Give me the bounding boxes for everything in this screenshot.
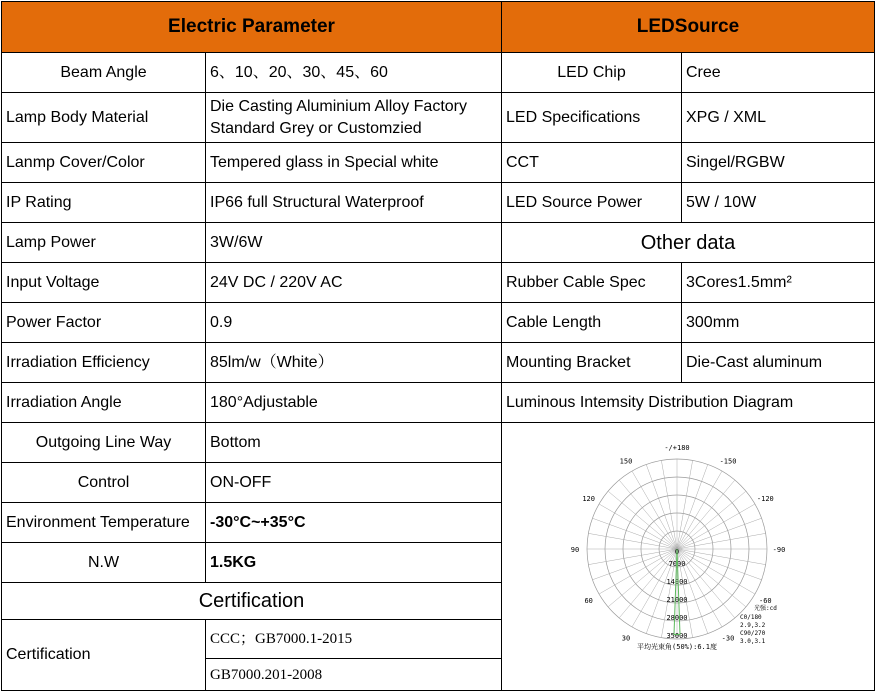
angle-label: 30 xyxy=(621,634,631,643)
param-value: 6、10、20、30、45、60 xyxy=(206,53,502,93)
param-value: 24V DC / 220V AC xyxy=(206,263,502,303)
led-value: XPG / XML xyxy=(682,93,875,143)
led-value: Singel/RGBW xyxy=(682,143,875,183)
certification-value: CCC；GB7000.1-2015 xyxy=(206,620,502,659)
led-label: LED Chip xyxy=(502,53,682,93)
angle-label: -/+180 xyxy=(664,444,690,452)
luminous-distribution-diagram xyxy=(502,423,875,691)
param-label: N.W xyxy=(2,543,206,583)
param-value: 3W/6W xyxy=(206,223,502,263)
param-label: Input Voltage xyxy=(2,263,206,303)
angle-label: -30 xyxy=(721,634,735,643)
ring-value: 35000 xyxy=(666,632,688,640)
ring-value: 7000 xyxy=(668,560,686,568)
param-label: Irradiation Angle xyxy=(2,383,206,423)
param-label: Lanmp Cover/Color xyxy=(2,143,206,183)
led-label: LED Source Power xyxy=(502,183,682,223)
param-label: Environment Temperature xyxy=(2,503,206,543)
angle-label: 90 xyxy=(570,546,580,554)
param-value: Tempered glass in Special white xyxy=(206,143,502,183)
unit-label: 光强:cd xyxy=(754,605,777,612)
param-value: Die Casting Aluminium Alloy Factory Standard Grey or Customzied xyxy=(206,93,502,143)
polar-diagram xyxy=(502,423,874,683)
other-value: Die-Cast aluminum xyxy=(682,343,875,383)
other-label: Rubber Cable Spec xyxy=(502,263,682,303)
param-label: Outgoing Line Way xyxy=(2,423,206,463)
param-label: Control xyxy=(2,463,206,503)
param-label: IP Rating xyxy=(2,183,206,223)
spec-table xyxy=(1,1,875,691)
legend-entry: C90/270 xyxy=(740,630,766,637)
param-value: Bottom xyxy=(206,423,502,463)
ring-value: 21000 xyxy=(666,596,688,604)
angle-label: 0 xyxy=(674,548,680,556)
param-label: Lamp Power xyxy=(2,223,206,263)
angle-label: -120 xyxy=(756,495,774,503)
other-data-title: Other data xyxy=(502,223,875,263)
param-value: 0.9 xyxy=(206,303,502,343)
certification-title: Certification xyxy=(2,583,502,620)
other-value: 300mm xyxy=(682,303,875,343)
led-label: LED Specifications xyxy=(502,93,682,143)
ring-value: 28000 xyxy=(666,614,688,622)
param-label: Beam Angle xyxy=(2,53,206,93)
certification-value: GB7000.201-2008 xyxy=(206,659,502,691)
other-label: Cable Length xyxy=(502,303,682,343)
led-source-header: LEDSource xyxy=(502,2,875,53)
ring-value: 14000 xyxy=(666,578,688,586)
led-label: CCT xyxy=(502,143,682,183)
param-value: -30°C~+35°C xyxy=(206,503,502,543)
legend-entry: 2.9,3.2 xyxy=(740,622,766,629)
param-value: 85lm/w（White） xyxy=(206,343,502,383)
electric-parameter-header: Electric Parameter xyxy=(2,2,502,53)
certification-label: Certification xyxy=(2,620,206,691)
param-value: 1.5KG xyxy=(206,543,502,583)
legend-entry: C0/180 xyxy=(740,614,762,621)
footnote: 平均光束角(50%):6.1度 xyxy=(637,643,717,651)
angle-label: -150 xyxy=(719,457,737,466)
legend-entry: 3.0,3.1 xyxy=(740,638,766,645)
param-label: Power Factor xyxy=(2,303,206,343)
angle-label: 120 xyxy=(582,495,595,503)
angle-label: -90 xyxy=(772,546,786,554)
param-value: ON-OFF xyxy=(206,463,502,503)
angle-label: 60 xyxy=(584,597,593,605)
param-value: 180°Adjustable xyxy=(206,383,502,423)
angle-label: 150 xyxy=(619,457,633,466)
angle-label: -60 xyxy=(759,597,772,605)
diagram-title: Luminous Intemsity Distribution Diagram xyxy=(502,383,875,423)
other-value: 3Cores1.5mm² xyxy=(682,263,875,303)
other-label: Mounting Bracket xyxy=(502,343,682,383)
led-value: 5W / 10W xyxy=(682,183,875,223)
param-value: IP66 full Structural Waterproof xyxy=(206,183,502,223)
param-label: Lamp Body Material xyxy=(2,93,206,143)
param-label: Irradiation Efficiency xyxy=(2,343,206,383)
led-value: Cree xyxy=(682,53,875,93)
